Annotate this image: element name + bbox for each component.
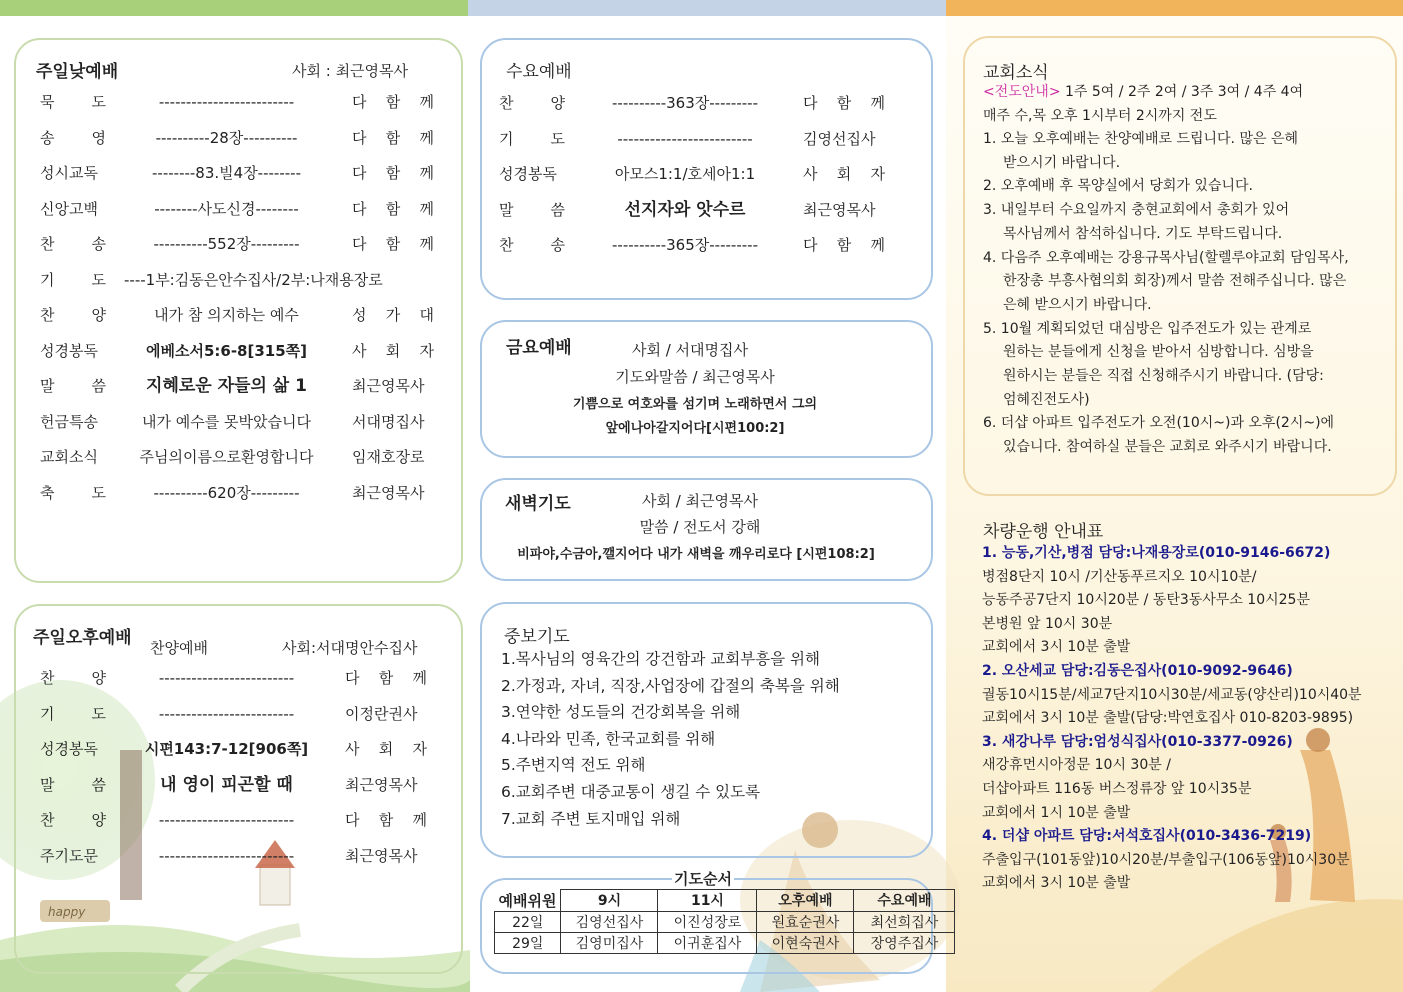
vehicle-route-list [982,542,1382,896]
vehicle-route-line: 교회에서 3시 10분 출발 [982,875,1131,892]
friday-sermon: 기도와말씀 / 최근영목사 [615,368,775,386]
prayer-table-header-cell: 오후예배 [757,890,854,912]
friday-verse-1: 기쁨으로 여호와를 섬기며 노래하면서 그의 [572,397,818,412]
vehicle-route-line: 궐동10시15분/세교7단지10시30분/세교동(양산리)10시40분 [982,686,1362,703]
evangelism-text: 1주 5여 / 2주 2여 / 3주 3여 / 4주 4여 [1060,84,1304,100]
service-row-label: 기 도 [40,270,106,289]
service-row-detail: ----------552장--------- [153,235,300,253]
service-row-detail: ------------------------- [158,669,295,687]
intercession-title: 중보기도 [504,627,570,647]
friday-host: 사회 / 서대명집사 [631,341,749,359]
service-row-person: 최근영목사 [345,775,418,794]
service-row-label: 헌금특송 [40,412,98,431]
service-row-detail: 시편143:7-12[906쪽] [144,740,309,758]
evangelism-line [983,80,1303,104]
service-row-label: 말 씀 [40,377,106,395]
service-row-label: 찬 양 [40,306,106,324]
service-row-person: 최근영목사 [352,483,425,502]
church-news-item: 4. 다음주 오후예배는 강용규목사님(할렐루야교회 담임목사, 한장총 부흥사협의회 회장)께서 말씀 전해주십니다. 많은 은혜 받으시기 바랍니다. [983,249,1349,313]
service-row-label: 기 도 [40,704,106,723]
intercession-item: 4.나라와 민족, 한국교회를 위해 [501,729,716,748]
service-row-person: 최근영목사 [345,846,418,865]
church-news-title: 교회소식 [983,63,1049,83]
service-row-person: 최근영목사 [352,377,425,395]
service-row-detail: 주님의이름으로환영합니다 [139,448,314,466]
sunday-morning-host: 사회 : 최근영목사 [292,62,409,80]
service-row-label: 묵 도 [40,93,106,111]
vehicle-route-line: 교회에서 1시 10분 출발 [982,804,1131,821]
service-row-person: 다 함 께 [803,94,885,112]
service-row-detail: ------------------------- [158,704,295,723]
prayer-table-cell: 29일 [495,932,561,953]
service-row-person: 이정란권사 [345,704,418,723]
service-row-detail: ----------620장--------- [153,483,300,502]
vehicle-route-line: 능동주공7단지 10시20분 / 동탄3동사무소 10시25분 [982,592,1310,609]
service-row-label: 찬 양 [499,94,565,112]
vehicle-route-line: 교회에서 3시 10분 출발 [982,639,1131,656]
service-row-person: 다 함 께 [352,93,434,111]
service-row-label: 찬 송 [40,235,106,253]
service-row-person: 김영선집사 [803,129,876,148]
intercession-item: 7.교회 주변 토지매입 위해 [501,809,681,828]
service-row-detail: 내가 참 의지하는 예수 [154,306,299,324]
service-row-label: 신앙고백 [40,199,98,218]
prayer-table-header-cell: 9시 [561,890,658,912]
sunday-afternoon-subtitle: 찬양예배 [150,639,208,657]
prayer-order-title: 기도순서 [674,870,732,888]
friday-title: 금요예배 [506,338,572,358]
service-row-person: 다 함 께 [352,199,434,218]
vehicle-route-line: 주출입구(101동앞)10시20분/부출입구(106동앞)10시30분 [982,851,1350,868]
service-row-person: 다 함 께 [352,235,434,253]
sunday-afternoon-title: 주일오후예배 [33,628,132,648]
prayer-table-cell: 22일 [495,911,561,932]
intercession-item: 2.가정과, 자녀, 직장,사업장에 갑절의 축복을 위해 [501,676,840,695]
vehicle-route-line: 본병원 앞 10시 30분 [982,615,1113,632]
service-row-label: 성경봉독 [40,341,98,360]
vehicle-route-head: 1. 능동,기산,병점 담당:나재용장로(010-9146-6672) [982,545,1331,561]
church-news-item: 3. 내일부터 수요일까지 충현교회에서 총회가 있어 목사님께서 참석하십니다. 기도 부탁드립니다. [983,202,1290,242]
sunday-morning-title: 주일낮예배 [36,62,119,82]
prayer-table-cell: 장영주집사 [854,932,955,953]
dawn-host: 사회 / 최근영목사 [641,492,759,510]
service-row-detail: ----------363장--------- [612,94,758,112]
service-row-detail: --------사도신경-------- [154,199,299,218]
service-row-label: 성경봉독 [499,165,557,183]
church-news-item: 2. 오후예배 후 목양실에서 당회가 있습니다. [983,178,1253,195]
service-row-person: 사 회 자 [352,341,434,360]
service-row-label: 교회소식 [40,448,98,466]
evangelism-tag: <전도안내> [983,84,1061,100]
service-row-detail: 에베소서5:6-8[315쪽] [145,341,307,360]
service-row-person: 사 회 자 [803,165,885,183]
top-bar-orange [946,0,1403,16]
service-row-person: 최근영목사 [803,200,876,219]
dawn-sermon: 말씀 / 전도서 강해 [639,518,761,536]
prayer-table-cell: 최선희집사 [854,911,955,932]
service-row-person: 다 함 께 [345,669,427,687]
intercession-item: 3.연약한 성도들의 건강회복을 위해 [501,703,741,722]
service-row-label: 주기도문 [40,846,98,865]
service-row-person: 서대명집사 [352,412,425,431]
top-bar-green [0,0,468,16]
service-row-detail: 선지자와 앗수르 [624,199,746,220]
church-news-item: 6. 더샵 아파트 입주전도가 오전(10시~)과 오후(2시~)에 있습니다. 참여하실 분들은 교회로 와주시기 바랍니다. [983,415,1335,456]
service-row-detail: ------------------------- [158,846,295,865]
intercession-item: 5.주변지역 전도 위해 [501,756,646,775]
prayer-table-cell: 김영선집사 [561,911,658,932]
service-row-detail: ------------------------- [158,93,295,111]
vehicle-title: 차량운행 안내표 [983,522,1104,542]
service-row-person: 다 함 께 [352,164,434,182]
intercession-item: 6.교회주변 대중교통이 생길 수 있도록 [501,783,761,801]
prayer-table-cell: 원효순권사 [757,911,854,932]
sunday-afternoon-host: 사회:서대명안수집사 [282,639,418,657]
service-row-detail: 내 영이 피곤할 때 [160,774,293,795]
service-row-label: 말 씀 [499,200,565,219]
svg-text:happy: happy [48,905,86,919]
service-row-label: 찬 양 [40,811,106,829]
service-row-detail: 내가 예수를 못박았습니다 [142,412,311,431]
vehicle-route-line: 교회에서 3시 10분 출발(담당:박연호집사 010-8203-9895) [982,710,1354,727]
church-news-item: 1. 오늘 오후예배는 찬양예배로 드립니다. 많은 은혜 받으시기 바랍니다. [983,131,1298,171]
vehicle-route-line: 더샵아파트 116동 버스정류장 앞 10시35분 [982,780,1252,797]
table-row [495,932,955,953]
vehicle-route-line: 새강휴먼시아정문 10시 30분 / [982,757,1171,774]
service-row-detail: ------------------------- [158,811,295,829]
service-row-detail: 지혜로운 자들의 삶 1 [146,376,307,396]
prayer-table-header-cell: 11시 [658,890,757,912]
service-row-label: 축 도 [40,483,106,502]
wednesday-title: 수요예배 [506,62,572,82]
friday-verse-2: 앞에나아갈지어다[시편100:2] [605,421,785,436]
vehicle-route-head: 4. 더샵 아파트 담당:서석호집사(010-3436-7219) [982,828,1312,845]
prayer-table-cell: 이귀훈집사 [658,932,757,953]
service-row-label: 성경봉독 [40,740,98,758]
prayer-table-header [495,890,955,912]
service-row-detail: ------------------------- [617,129,753,148]
prayer-table-header-cell: 수요예배 [854,890,955,912]
service-row-label: 찬 송 [499,236,565,254]
service-row-person: 성 가 대 [352,306,434,324]
vehicle-route-head: 3. 새강나루 담당:엄성식집사(010-3377-0926) [982,733,1293,750]
vehicle-route-line: 병점8단지 10시 /기산동푸르지오 10시10분/ [982,568,1257,585]
service-row-detail: ----1부:김동은안수집사/2부:나재용장로 [124,270,383,289]
service-row-detail: --------83.빌4장-------- [152,164,301,182]
service-row-detail: ----------365장--------- [612,236,758,254]
service-row-detail: ----------28장---------- [155,128,298,147]
table-row [495,911,955,932]
prayer-table-header-cell: 예배위원 [498,891,557,910]
service-row-person: 다 함 께 [352,128,434,147]
service-row-person: 다 함 께 [803,236,885,254]
evangelism-time: 매주 수,목 오후 1시부터 2시까지 전도 [983,108,1217,124]
church-news-list [983,128,1351,460]
vehicle-route-head: 2. 오산세교 담당:김동은집사(010-9092-9646) [982,662,1293,679]
service-row-label: 말 씀 [40,775,106,794]
intercession-item: 1.목사님의 영육간의 강건함과 교회부흥을 위해 [501,650,820,668]
service-row-person: 다 함 께 [345,811,427,829]
service-row-person: 임재호장로 [352,448,425,466]
prayer-table-cell: 김영미집사 [561,932,658,953]
service-row-label: 찬 양 [40,669,106,687]
prayer-order-table [494,889,955,954]
prayer-table-cell: 이진성장로 [658,911,757,932]
service-row-label: 성시교독 [40,164,98,182]
top-bar-blue [468,0,946,16]
prayer-table-cell: 이현숙권사 [757,932,854,953]
church-news-item: 5. 10월 계획되었던 대심방은 입주전도가 있는 관계로 원하는 분들에게 신청을 받아서 심방합니다. 심방을 원하시는 분들은 직접 신청해주시기 바랍니다. (담당:엄혜진전도사) [983,320,1324,408]
service-row-detail: 아모스1:1/호세아1:1 [614,165,756,183]
dawn-prayer-title: 새벽기도 [505,494,571,514]
service-row-label: 기 도 [499,129,565,148]
service-row-person: 사 회 자 [345,740,427,758]
dawn-verse: 비파야,수금아,깰지어다 내가 새벽을 깨우리로다 [시편108:2] [517,547,875,562]
service-row-label: 송 영 [40,128,106,147]
